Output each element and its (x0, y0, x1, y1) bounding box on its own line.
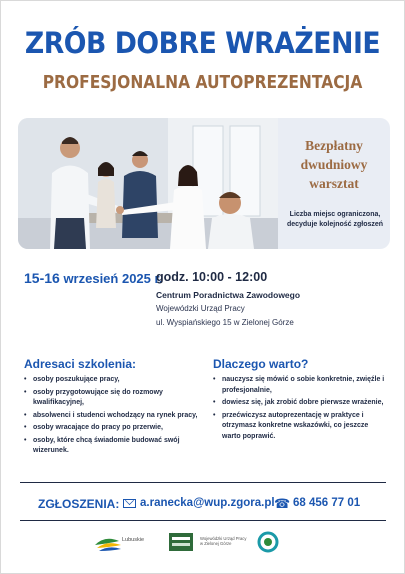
list-item: • osoby wracające do pracy po przerwie, (24, 423, 202, 434)
list-item: • nauczysz się mówić o sobie konkretnie, zwięźle i profesjonalnie, (213, 375, 388, 396)
workshop-line-1: Bezpłatny (305, 138, 363, 153)
divider-bottom (20, 520, 386, 521)
workshop-line-3: warsztat (309, 176, 359, 191)
audience-heading: Adresaci szkolenia: (24, 357, 137, 371)
event-time: godz. 10:00 - 12:00 (156, 270, 268, 284)
handshake-photo (18, 118, 278, 249)
audience-list (24, 375, 202, 459)
date-month-year: wrzesień 2025 r. (63, 271, 163, 286)
date-days: 15-16 (24, 270, 60, 286)
phone-icon: ☎ (274, 496, 291, 511)
page-title: ZRÓB DOBRE WRAŻENIE (24, 26, 381, 60)
venue-name: Centrum Poradnictwa Zawodowego (156, 290, 301, 300)
divider-top (20, 482, 386, 483)
wup-logo-text: Wojewódzki Urząd Pracy w Zielonej Górze (200, 536, 247, 546)
event-date (24, 270, 162, 286)
seat-limit-note (282, 210, 388, 230)
list-item: • osoby, które chcą świadomie budować swój wizerunek. (24, 436, 202, 457)
venue-organization: Wojewódzki Urząd Pracy (156, 304, 245, 313)
envelope-icon (123, 499, 136, 508)
contact-email-link[interactable]: a.ranecka@wup.zgora.pl (140, 497, 275, 509)
limit-line-1: Liczba miejsc ograniczona, (289, 211, 381, 218)
lubuskie-logo-text: Lubuskie (122, 537, 145, 543)
workshop-line-2: dwudniowy (300, 157, 368, 172)
page-subtitle: PROFESJONALNA AUTOPREZENTACJA (42, 72, 363, 93)
benefits-list (213, 375, 388, 444)
list-item: • osoby poszukujące pracy, (24, 375, 202, 386)
benefits-heading: Dlaczego warto? (213, 357, 309, 371)
list-item: • przećwiczysz autoprezentację w praktyce i otrzymasz konkretne wskazówki, co jeszcze warto poprawić. (213, 411, 388, 443)
cpz-logo (254, 531, 282, 553)
contact-label: ZGŁOSZENIA: (38, 497, 120, 511)
list-item: • absolwenci i studenci wchodzący na rynek pracy, (24, 411, 202, 422)
wup-logo (168, 531, 194, 553)
list-item: • osoby przygotowujące się do rozmowy kwalifikacyjnej, (24, 388, 202, 409)
list-item: • dowiesz się, jak zrobić dobre pierwsze wrażenie, (213, 398, 388, 409)
limit-line-2: decyduje kolejność zgłoszeń (286, 221, 384, 228)
workshop-badge (280, 136, 388, 193)
contact-phone-link[interactable]: 68 456 77 01 (293, 497, 361, 509)
venue-address: ul. Wyspiańskiego 15 w Zielonej Górze (156, 318, 294, 327)
